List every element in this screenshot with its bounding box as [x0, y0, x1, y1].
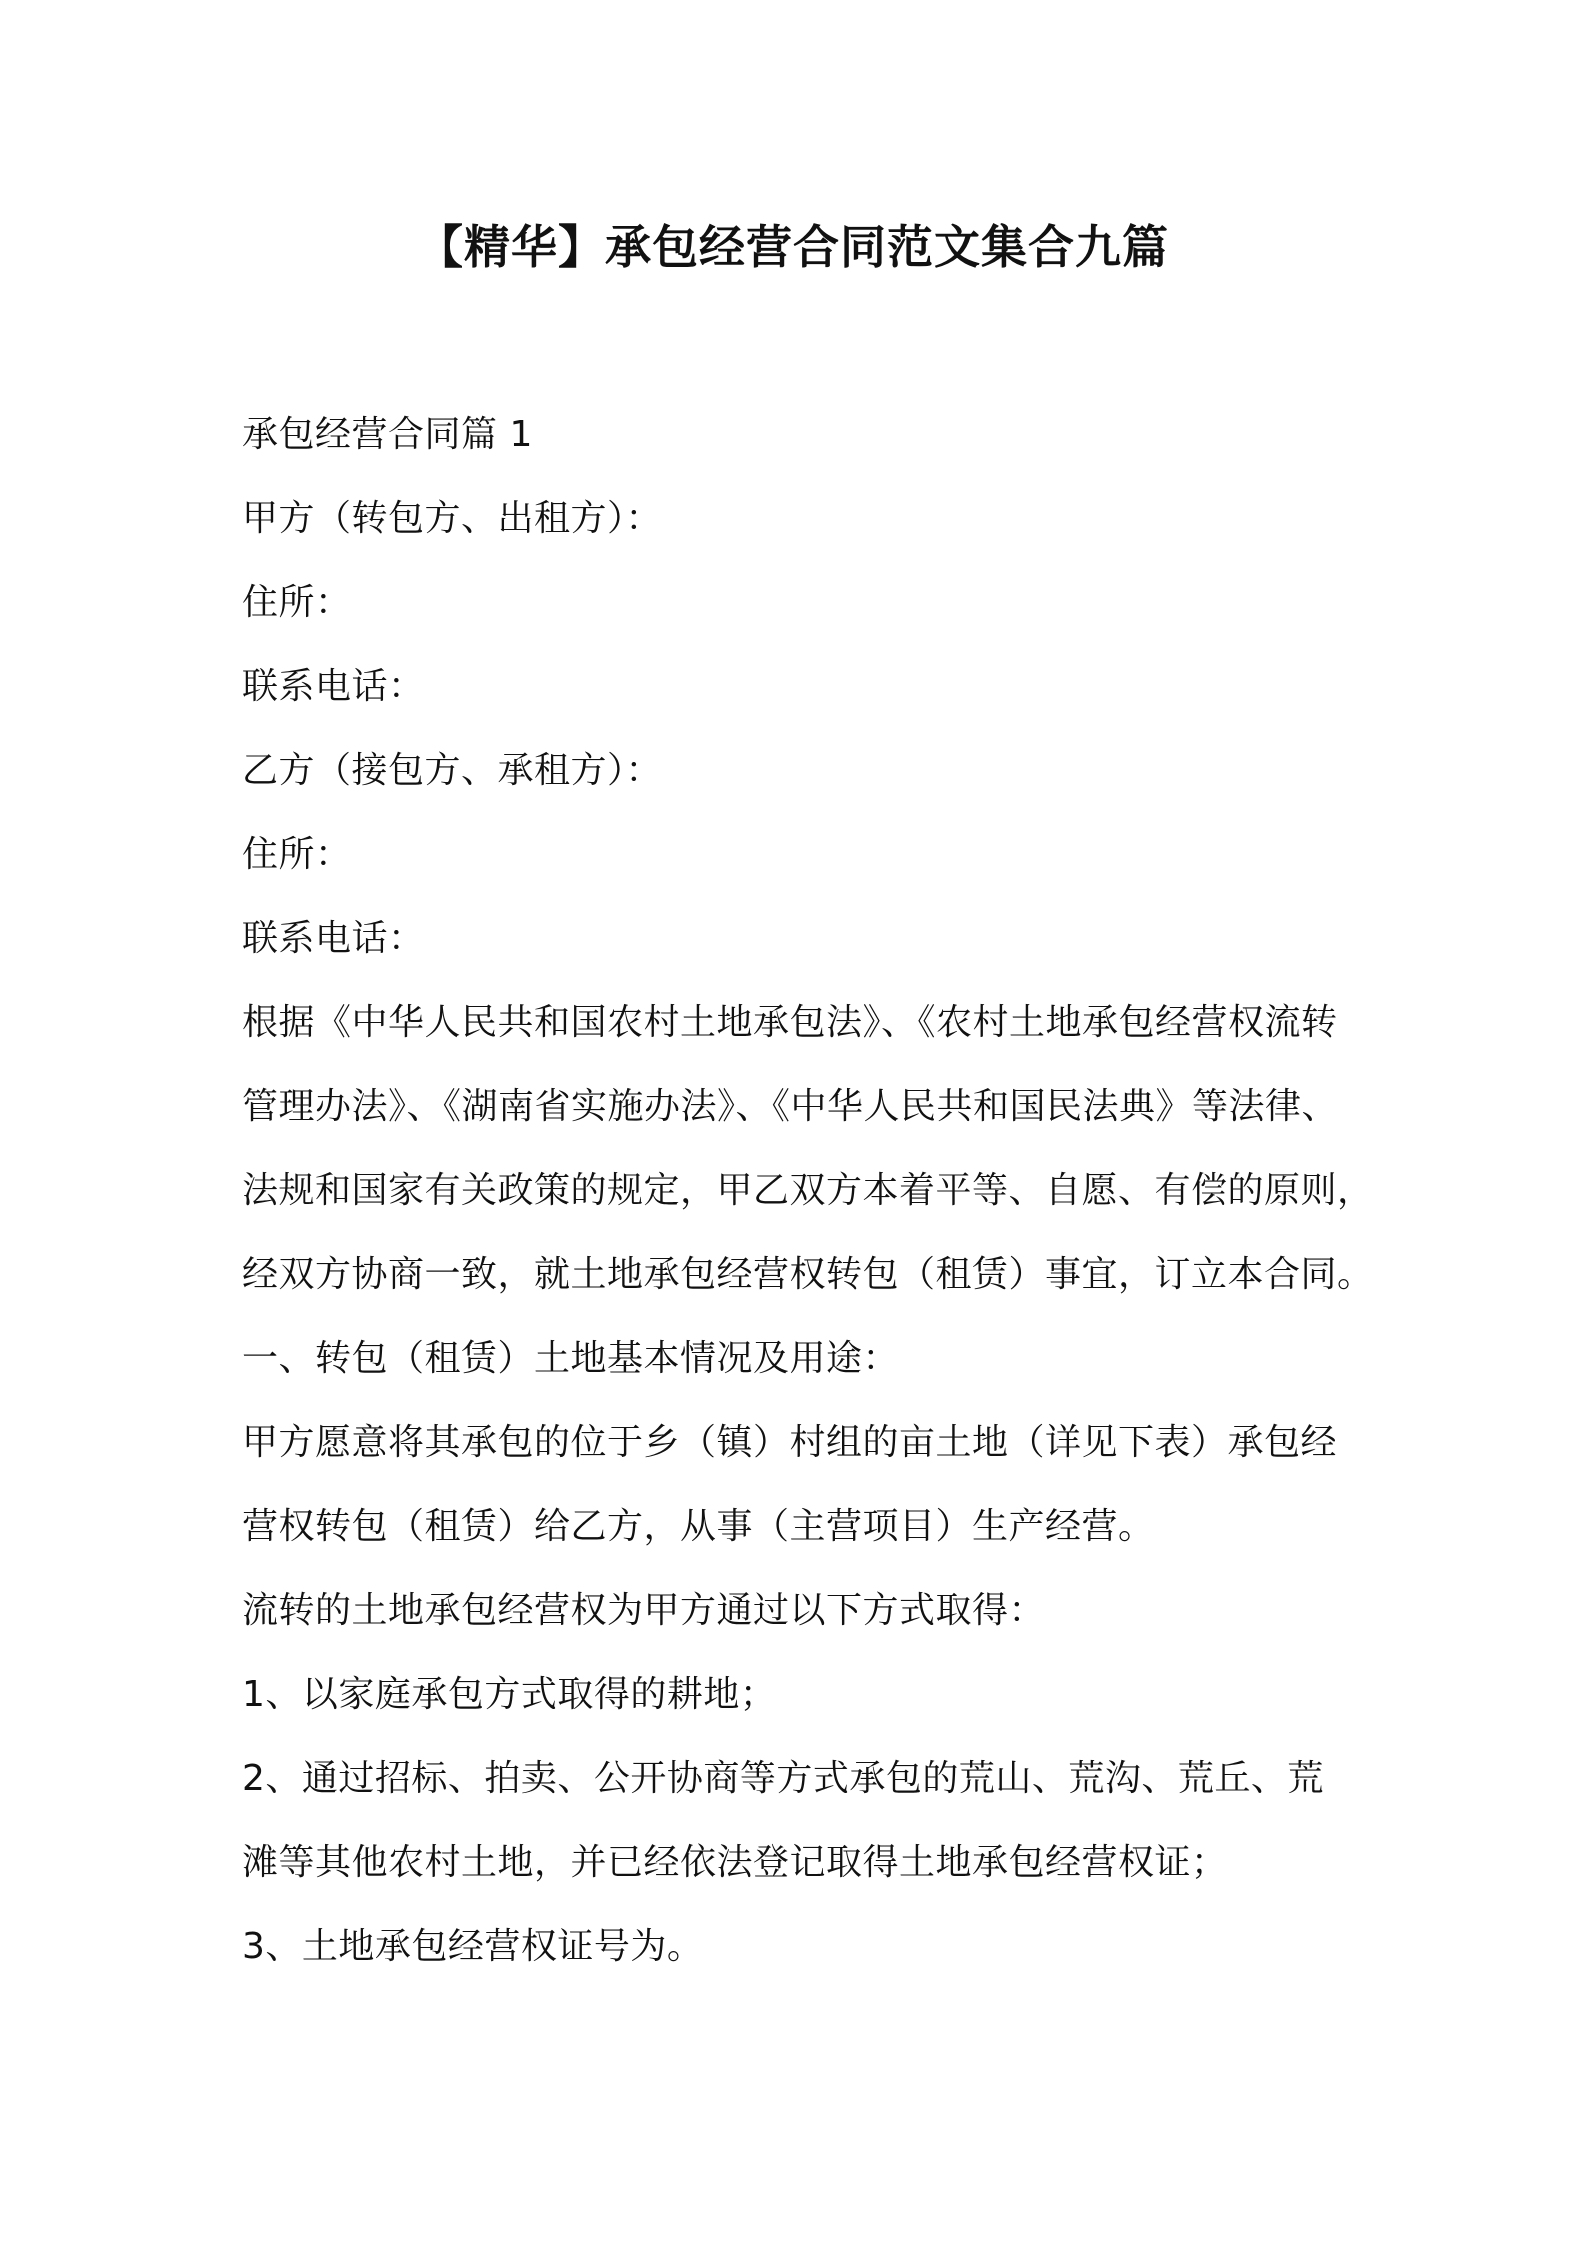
document-title: 【精华】承包经营合同范文集合九篇	[417, 220, 1169, 274]
clause-text: 营权转包（租赁）给乙方，从事（主营项目）生产经营。	[242, 1506, 1155, 1547]
party-a-phone: 联系电话：	[242, 666, 425, 707]
list-item: 1、以家庭承包方式取得的耕地；	[242, 1674, 777, 1715]
party-a-address: 住所：	[242, 582, 352, 623]
party-b-label: 乙方（接包方、承租方）：	[242, 750, 663, 791]
list-item: 3、土地承包经营权证号为。	[242, 1926, 704, 1967]
preamble-line: 管理办法》、《湖南省实施办法》、《中华人民共和国民法典》等法律、	[242, 1086, 1339, 1127]
preamble-line: 经双方协商一致，就土地承包经营权转包（租赁）事宜，订立本合同。	[242, 1254, 1374, 1295]
party-b-address: 住所：	[242, 834, 352, 875]
list-item: 滩等其他农村土地，并已经依法登记取得土地承包经营权证；	[242, 1842, 1228, 1883]
preamble-line: 法规和国家有关政策的规定，甲乙双方本着平等、自愿、有偿的原则，	[242, 1170, 1374, 1211]
party-a-label: 甲方（转包方、出租方）：	[242, 498, 663, 539]
document-body	[242, 393, 1374, 1989]
list-item: 2、通过招标、拍卖、公开协商等方式承包的荒山、荒沟、荒丘、荒	[242, 1758, 1324, 1799]
party-b-phone: 联系电话：	[242, 918, 425, 959]
preamble-line: 根据《中华人民共和国农村土地承包法》、《农村土地承包经营权流转	[242, 1002, 1338, 1043]
clause-heading: 一、转包（租赁）土地基本情况及用途：	[242, 1338, 900, 1379]
clause-text: 流转的土地承包经营权为甲方通过以下方式取得：	[242, 1590, 1046, 1631]
clause-text: 甲方愿意将其承包的位于乡（镇）村组的亩土地（详见下表）承包经	[242, 1422, 1338, 1463]
section-heading: 承包经营合同篇 1	[242, 414, 533, 455]
